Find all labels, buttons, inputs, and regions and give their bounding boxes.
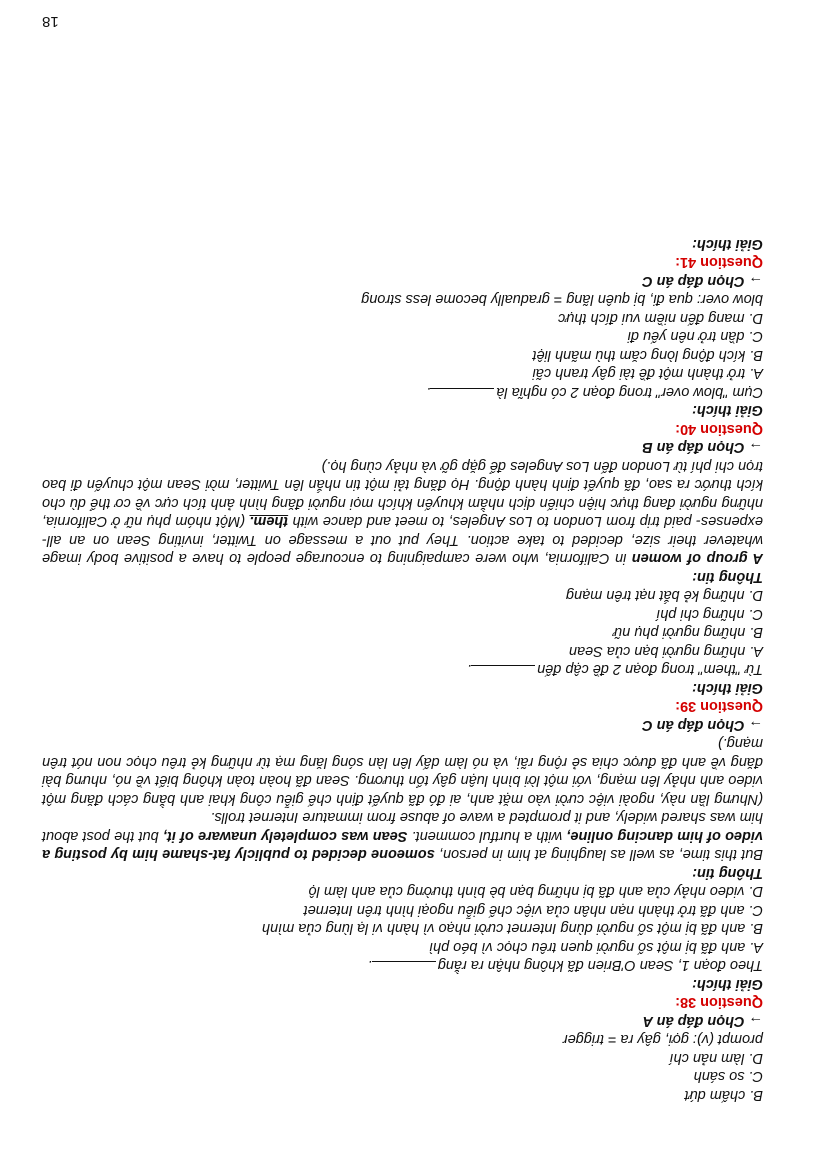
answer-line: → Chọn đáp án B (642, 439, 763, 456)
explain-label: Giải thích: (692, 680, 763, 696)
excerpt-text: But this time, as well as laughing at him in person, (434, 846, 763, 863)
excerpt-bold: A group of women (631, 550, 763, 567)
question-39-label: Question 39: (675, 698, 763, 715)
info-label: Thông tin: (692, 865, 763, 881)
excerpt-bold: Sean was completely unaware of it, (162, 828, 408, 844)
vocab-line: blow over: qua đi, bị quên lãng = gradually become less strong (361, 291, 763, 308)
option-line: D. những kẻ bắt nạt trên mạng (565, 587, 763, 604)
vocab-line: prompt (v): gợi, gây ra = trigger (562, 1031, 763, 1048)
question-stem: Cụm "blow over" trong đoạn 2 có nghĩa là. (426, 384, 763, 400)
stem-text: Từ "them" trong đoạn 2 đề cập đến (537, 661, 763, 678)
excerpt-text: but the post about him was shared widely, and it prompted a wave of abuse from immature Internet trolls. (41, 809, 763, 844)
english-excerpt (42, 457, 763, 568)
explain-label: Giải thích: (692, 236, 763, 252)
option-line: D. video nhảy của anh đã bị những bạn bè bình thường của anh làm lộ (308, 883, 763, 900)
option-line: C. những chi phí (656, 606, 763, 622)
explain-label: Giải thích: (692, 976, 763, 992)
info-label: Thông tin: (692, 569, 763, 585)
option-line: B. kích động lòng căm thù mãnh liệt (532, 347, 763, 363)
stem-text: Theo đoạn 1, Sean O'Brien đã không nhận ra rằng (437, 957, 763, 974)
option-line: C. anh đã trở thành nạn nhân của việc chế giễu ngoại hình trên Internet (303, 902, 763, 918)
option-line: B. những người phụ nữ (612, 624, 763, 641)
english-excerpt (42, 808, 763, 864)
option-line: C. dần trở nên yếu đi (627, 328, 763, 345)
option-line: A. trở thành một đề tài gây tranh cãi (532, 365, 763, 382)
option-line: B. chấm dứt (684, 1087, 763, 1103)
excerpt-text: with a hurtful comment. (407, 828, 567, 844)
blank-line (471, 666, 535, 679)
question-stem: Theo đoạn 1, Sean O'Brien đã không nhận ra rằng. (367, 957, 763, 974)
answer-line: → Chọn đáp án A (642, 1013, 763, 1029)
option-line: D. làm nản chí (669, 1050, 763, 1066)
option-line: A. những người bạn của Sean (568, 643, 763, 659)
question-41-label: Question 41: (675, 254, 763, 271)
option-line: C. so sánh (693, 1068, 763, 1085)
excerpt-bold: them. (249, 513, 289, 530)
answer-line: → Chọn đáp án C (642, 717, 763, 733)
vietnamese-translation: (Nhưng lần này, ngoài việc cười vào mặt anh, ai đó đã quyết định chế giễu công khai anh bằng cách đăng một video anh nhảy lên mạng, với một lời bình luận gây tổn thương. Sean đã hoàn toàn không biết về nó, nhưng bài đăng về anh đã được chia sẻ rộng rãi, và nó làm dấy lên làn sóng lăng mạ từ những kẻ trêu chọc non nớt trên mạng.) (42, 735, 763, 807)
blank-line (372, 962, 436, 975)
explain-label: Giải thích: (692, 402, 763, 419)
option-line: A. anh đã bị một số người quen trêu chọc vì béo phì (429, 939, 763, 955)
blank-line (430, 388, 494, 401)
page-number: 18 (42, 13, 59, 31)
excerpt-bold: someone decided to publicly fat-shame him by posting a video of him dancing online, (41, 828, 763, 863)
question-40-label: Question 40: (675, 421, 763, 437)
option-line: B. anh đã bị một số người dùng Internet cười nhạo vì hành vi lạ lùng của mình (261, 920, 763, 937)
question-stem: Từ "them" trong đoạn 2 đề cập đến. (467, 661, 763, 678)
excerpt-text: in California, who were campaigning to encourage people to have a positive body image whatever their size, decided to take action. They put out a message on Twitter, inviting Sean on an all-expenses- paid trip from London to Los Angeles, to meet and dance with (42, 513, 763, 567)
option-line: D. mang đến niềm vui đích thực (557, 310, 763, 326)
answer-line: → Chọn đáp án C (642, 273, 763, 289)
stem-text: Cụm "blow over" trong đoạn 2 có nghĩa là (496, 384, 763, 400)
question-38-label: Question 38: (675, 994, 763, 1011)
vietnamese-translation: (Một nhóm phụ nữ ở California, những người đang thực hiện chiến dịch nhằm khuyến khích mọi người đăng hình ảnh tích cực về cơ thể dù cho kích thước ra sao, đã quyết định hành động. Họ đăng tải một tin nhắn lên Twitter, mời Sean một chuyến đi bao trọn chi phí từ London đến Los Angeles để gặp gỡ và nhảy cùng họ.) (41, 458, 763, 530)
